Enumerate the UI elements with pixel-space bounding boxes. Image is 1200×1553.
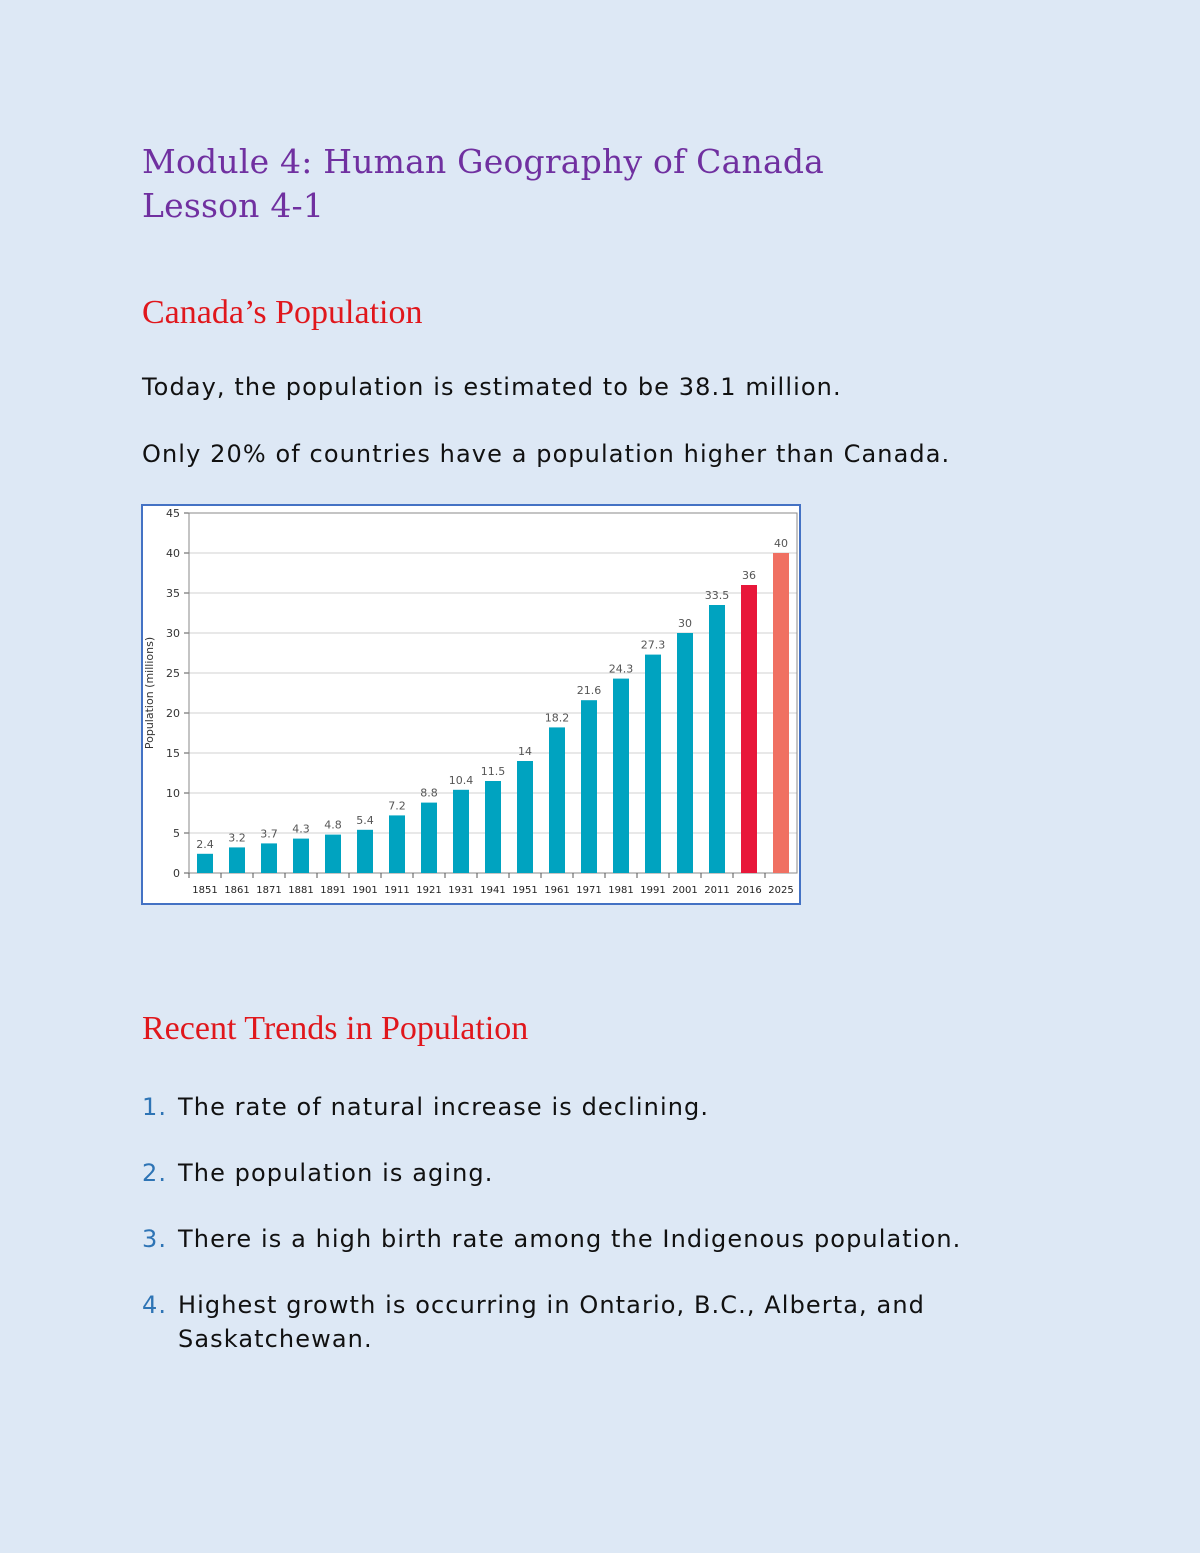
bar-2001 [677,633,693,873]
bar-1951 [517,761,533,873]
bar-2016 [741,585,757,873]
bar-1911 [389,815,405,873]
data-label-1861: 3.2 [228,831,246,845]
trend-text: Highest growth is occurring in Ontario, B.C., Alberta, and Saskatchewan. [178,1291,925,1353]
population-estimate-text: Today, the population is estimated to be 38.1 million. [142,373,842,401]
trend-item-4 [142,1288,1142,1356]
bar-2025 [773,553,789,873]
data-label-1931: 10.4 [448,773,474,787]
data-label-1891: 4.8 [324,818,342,832]
bar-1871 [261,843,277,873]
trend-number: 3. [142,1225,168,1253]
x-tick-label-2025: 2025 [768,885,794,896]
population-chart-svg [143,506,799,903]
data-label-2001: 30 [678,617,692,630]
trend-number: 2. [142,1159,168,1187]
bar-1921 [421,803,437,873]
bar-1881 [293,839,309,873]
y-tick-label: 10 [166,787,180,800]
trend-item-2 [142,1156,1142,1190]
section-heading-population: Canada’s Population [142,294,423,331]
data-label-1981: 24.3 [608,662,634,676]
data-label-1951: 14 [518,745,532,758]
data-label-2011: 33.5 [704,589,730,602]
trend-number: 1. [142,1093,168,1121]
trend-item-1 [142,1090,1142,1124]
y-tick-label: 45 [166,507,180,520]
x-tick-label-1871: 1871 [256,885,282,896]
data-label-1961: 18.2 [544,711,570,725]
x-tick-label-1961: 1961 [544,885,570,896]
data-label-1881: 4.3 [292,822,310,836]
data-label-1871: 3.7 [260,827,278,841]
lesson-title: Lesson 4-1 [142,186,325,225]
x-tick-label-1901: 1901 [352,885,378,896]
x-tick-label-1971: 1971 [576,885,602,896]
y-axis-label: Population (millions) [143,636,156,750]
data-label-2025: 40 [774,537,788,550]
data-label-1851: 2.4 [196,837,214,851]
x-tick-label-1921: 1921 [416,885,442,896]
bar-2011 [709,605,725,873]
y-tick-label: 0 [173,867,180,880]
bar-1961 [549,727,565,873]
section-heading-trends: Recent Trends in Population [142,1010,529,1047]
x-tick-label-1931: 1931 [448,885,474,896]
y-tick-label: 20 [166,707,180,720]
x-tick-label-1851: 1851 [192,885,218,896]
y-tick-label: 5 [173,827,180,840]
population-rank-text: Only 20% of countries have a population higher than Canada. [142,440,951,468]
x-tick-label-2016: 2016 [736,885,762,896]
x-tick-label-1951: 1951 [512,885,538,896]
trend-text: The rate of natural increase is declining. [178,1093,710,1121]
trend-number: 4. [142,1291,168,1319]
x-tick-label-1941: 1941 [480,885,506,896]
bar-1861 [229,847,245,873]
y-tick-label: 40 [166,547,180,560]
data-label-1901: 5.4 [356,813,374,827]
data-label-1941: 11.5 [480,765,506,778]
x-tick-label-2011: 2011 [704,885,730,896]
trend-text: There is a high birth rate among the Indigenous population. [178,1225,962,1253]
data-label-1911: 7.2 [388,799,406,813]
data-label-2016: 36 [742,569,756,582]
y-tick-label: 15 [166,747,180,760]
data-label-1921: 8.8 [420,786,438,800]
x-tick-label-1981: 1981 [608,885,634,896]
y-tick-label: 30 [166,627,180,640]
data-label-1971: 21.6 [576,684,602,698]
y-tick-label: 35 [166,587,180,600]
bar-1971 [581,700,597,873]
bar-1901 [357,830,373,873]
y-tick-label: 25 [166,667,180,680]
bar-1891 [325,835,341,873]
bar-1941 [485,781,501,873]
page-title [142,140,824,228]
bar-1931 [453,790,469,873]
x-tick-label-1991: 1991 [640,885,666,896]
bar-1991 [645,655,661,873]
trend-text: The population is aging. [178,1159,494,1187]
x-tick-label-1891: 1891 [320,885,346,896]
module-title: Module 4: Human Geography of Canada [142,142,825,181]
trend-item-3 [142,1222,1142,1256]
x-tick-label-1861: 1861 [224,885,250,896]
population-chart [141,504,801,905]
x-tick-label-1911: 1911 [384,885,410,896]
x-tick-label-1881: 1881 [288,885,314,896]
bar-1851 [197,854,213,873]
data-label-1991: 27.3 [640,638,666,652]
bar-1981 [613,679,629,873]
x-tick-label-2001: 2001 [672,885,698,896]
